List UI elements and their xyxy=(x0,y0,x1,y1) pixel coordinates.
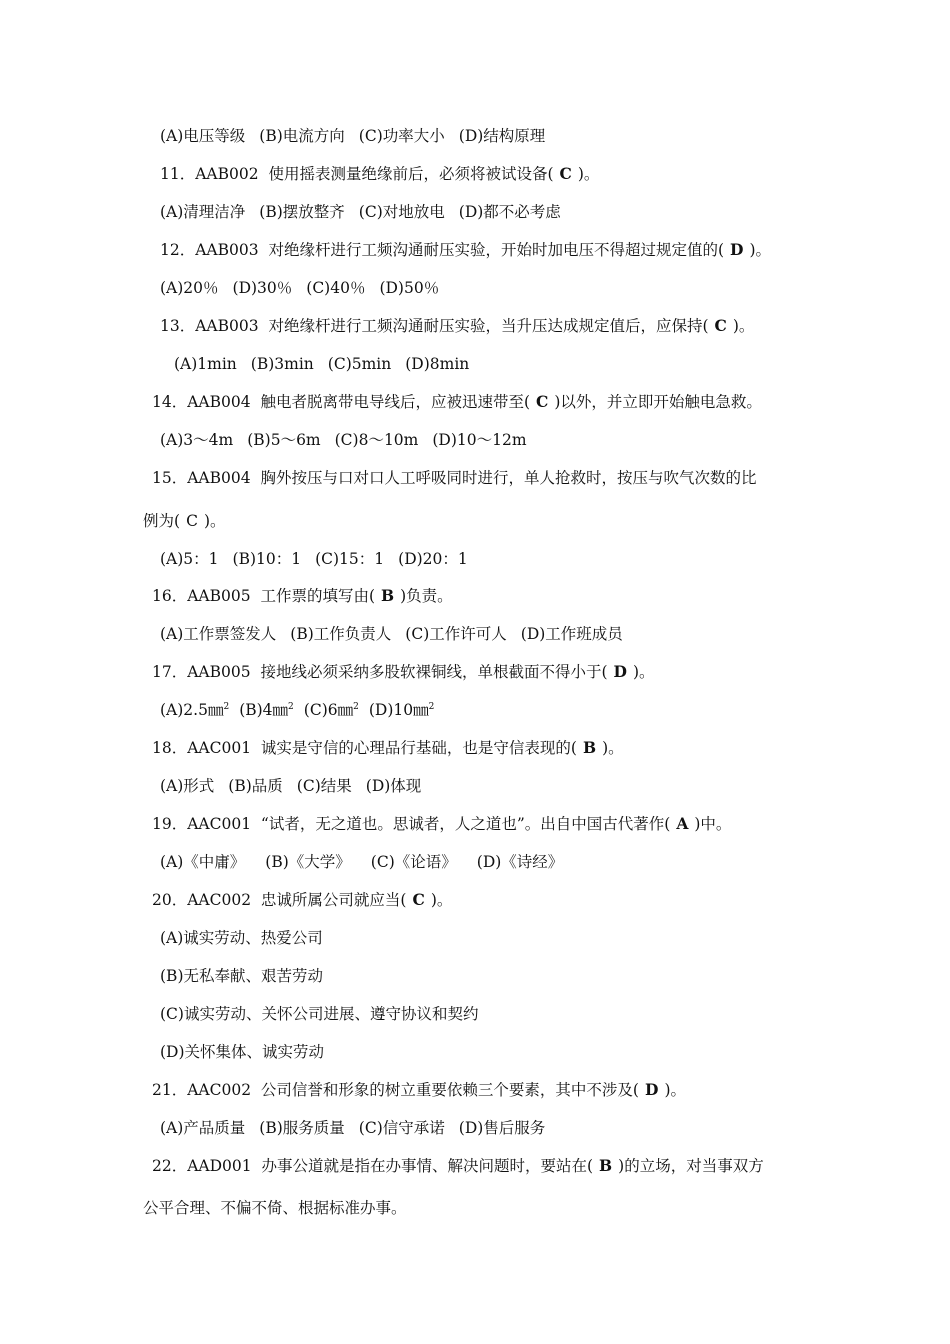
option: (D)50％ xyxy=(379,279,440,297)
question-11 xyxy=(160,163,599,185)
option: (B)电流方向 xyxy=(259,127,345,145)
q19-options xyxy=(160,851,563,873)
question-stem-end: )。 xyxy=(664,1081,686,1099)
superscript: 2 xyxy=(353,701,359,712)
answer: D xyxy=(644,1080,659,1099)
question-16 xyxy=(152,585,453,607)
option: (D)8min xyxy=(405,355,470,373)
option: (A)5：1 xyxy=(160,550,219,568)
question-stem-end: )。 xyxy=(430,891,453,909)
q17-options xyxy=(160,699,434,721)
option: (A)1min xyxy=(174,355,237,373)
q15-options xyxy=(160,548,468,570)
answer: B xyxy=(599,1156,613,1175)
superscript: 2 xyxy=(223,701,230,712)
question-stem: 办事公道就是指在办事情、解决问题时，要站在( xyxy=(261,1157,594,1175)
option: (D)20：1 xyxy=(398,550,468,568)
answer: B xyxy=(582,738,597,757)
question-stem-end: )以外，并立即开始触电急救。 xyxy=(554,393,762,411)
superscript: 2 xyxy=(288,701,294,712)
option: (A)20％ xyxy=(160,279,219,297)
question-12 xyxy=(160,239,771,261)
question-number: 22．AAD001 xyxy=(152,1157,252,1175)
question-18 xyxy=(152,737,624,759)
option: (C)5min xyxy=(327,355,392,373)
option: (D)售后服务 xyxy=(458,1119,546,1137)
option: (C)功率大小 xyxy=(358,127,445,145)
option: (A)3～4m xyxy=(160,431,234,449)
question-stem-end: )负责。 xyxy=(400,587,453,605)
option: (D)30％ xyxy=(232,279,293,297)
option: (B)《大学》 xyxy=(265,853,351,871)
option: (A)形式 xyxy=(160,777,215,795)
option: (C)结果 xyxy=(296,777,352,795)
option: (D)10㎜ xyxy=(368,701,429,719)
answer: A xyxy=(676,814,689,833)
question-stem: 接地线必须采纳多股软裸铜线，单根截面不得小于( xyxy=(260,663,608,681)
option: (B)品质 xyxy=(228,777,283,795)
option: (B)摆放整齐 xyxy=(259,203,345,221)
question-stem-end: )。 xyxy=(632,663,655,681)
question-17 xyxy=(152,661,655,683)
question-stem-end: )的立场，对当事双方 xyxy=(618,1157,764,1175)
answer: D xyxy=(730,240,744,259)
question-stem: 胸外按压与口对口人工呼吸同时进行，单人抢救时，按压与吹气次数的比 xyxy=(260,469,757,487)
question-14 xyxy=(152,391,762,413)
option: (D)工作班成员 xyxy=(520,625,623,643)
option: (B)5～6m xyxy=(247,431,321,449)
option: (B)3min xyxy=(250,355,314,373)
question-number: 17．AAB005 xyxy=(152,663,251,681)
answer: D xyxy=(613,662,627,681)
question-stem-end: )。 xyxy=(203,512,226,530)
q20-option-b: (B)无私奉献、艰苦劳动 xyxy=(160,967,323,985)
answer: B xyxy=(381,586,395,605)
question-21 xyxy=(152,1079,686,1101)
option: (C)《论语》 xyxy=(370,853,457,871)
superscript: 2 xyxy=(428,701,435,712)
option: (C)40％ xyxy=(306,279,366,297)
q13-options xyxy=(174,353,469,375)
question-stem: 例为( xyxy=(143,512,181,530)
question-stem: 公司信誉和形象的树立重要依赖三个要素，其中不涉及( xyxy=(260,1081,639,1099)
q16-options xyxy=(160,623,623,645)
question-15 xyxy=(152,467,756,489)
question-stem: 触电者脱离带电导线后，应被迅速带至( xyxy=(260,393,531,411)
q12-options xyxy=(160,277,439,299)
question-stem-end: )。 xyxy=(602,739,624,757)
option: (D)《诗经》 xyxy=(476,853,564,871)
question-number: 20．AAC002 xyxy=(152,891,252,909)
option: (A)产品质量 xyxy=(160,1119,246,1137)
question-stem: 对绝缘杆进行工频沟通耐压实验，当升压达成规定值后，应保持( xyxy=(268,317,709,335)
question-20 xyxy=(152,889,452,911)
question-number: 16．AAB005 xyxy=(152,587,251,605)
question-number: 12．AAB003 xyxy=(160,241,259,259)
option: (B)10：1 xyxy=(232,550,302,568)
option: (D)10～12m xyxy=(432,431,527,449)
question-15-continued xyxy=(143,510,226,532)
question-number: 14．AAB004 xyxy=(152,393,251,411)
q11-options xyxy=(160,201,561,223)
q18-options xyxy=(160,775,421,797)
option: (B)服务质量 xyxy=(259,1119,345,1137)
option: (A)清理洁净 xyxy=(160,203,246,221)
question-number: 15．AAB004 xyxy=(152,469,251,487)
q20-option-a: (A)诚实劳动、热爱公司 xyxy=(160,929,323,947)
question-22-continued: 公平合理、不偏不倚、根据标准办事。 xyxy=(143,1199,407,1217)
question-number: 18．AAC001 xyxy=(152,739,252,757)
option: (D)体现 xyxy=(365,777,422,795)
q21-options xyxy=(160,1117,545,1139)
question-22 xyxy=(152,1155,764,1177)
q14-options xyxy=(160,429,527,451)
question-13 xyxy=(160,315,754,337)
question-stem-end: )中。 xyxy=(694,815,732,833)
question-stem-end: )。 xyxy=(577,165,600,183)
question-number: 21．AAC002 xyxy=(152,1081,252,1099)
answer: C xyxy=(714,316,727,335)
question-stem: 诚实是守信的心理品行基础，也是守信表现的( xyxy=(260,739,577,757)
question-stem-end: )。 xyxy=(749,241,772,259)
question-stem: 工作票的填写由( xyxy=(260,587,376,605)
question-stem: 对绝缘杆进行工频沟通耐压实验，开始时加电压不得超过规定值的( xyxy=(268,241,725,259)
answer: C xyxy=(536,392,549,411)
q10-options xyxy=(160,125,545,147)
answer: C xyxy=(559,164,572,183)
option: (C)对地放电 xyxy=(358,203,445,221)
option: (B)4㎜ xyxy=(239,701,289,719)
option: (A)工作票签发人 xyxy=(160,625,277,643)
option: (B)工作负责人 xyxy=(290,625,392,643)
option: (C)8～10m xyxy=(334,431,419,449)
option: (D)结构原理 xyxy=(458,127,546,145)
option: (C)信守承诺 xyxy=(358,1119,445,1137)
question-19 xyxy=(152,813,731,835)
option: (A)2.5㎜ xyxy=(160,701,224,719)
answer: C xyxy=(186,512,198,530)
question-stem: “试者，无之道也。思诚者，人之道也”。出自中国古代著作( xyxy=(260,815,671,833)
question-stem: 使用摇表测量绝缘前后，必须将被试设备( xyxy=(268,165,554,183)
option: (A)电压等级 xyxy=(160,127,246,145)
question-stem: 忠诚所属公司就应当( xyxy=(260,891,407,909)
question-number: 11．AAB002 xyxy=(160,165,259,183)
question-number: 19．AAC001 xyxy=(152,815,252,833)
option: (C)6㎜ xyxy=(303,701,354,719)
q20-option-c: (C)诚实劳动、关怀公司进展、遵守协议和契约 xyxy=(160,1005,479,1023)
option: (C)15：1 xyxy=(315,550,385,568)
option: (D)都不必考虑 xyxy=(458,203,561,221)
option: (A)《中庸》 xyxy=(160,853,246,871)
q20-option-d: (D)关怀集体、诚实劳动 xyxy=(160,1043,325,1061)
answer: C xyxy=(412,890,425,909)
question-stem-end: )。 xyxy=(732,317,755,335)
question-number: 13．AAB003 xyxy=(160,317,259,335)
option: (C)工作许可人 xyxy=(405,625,507,643)
